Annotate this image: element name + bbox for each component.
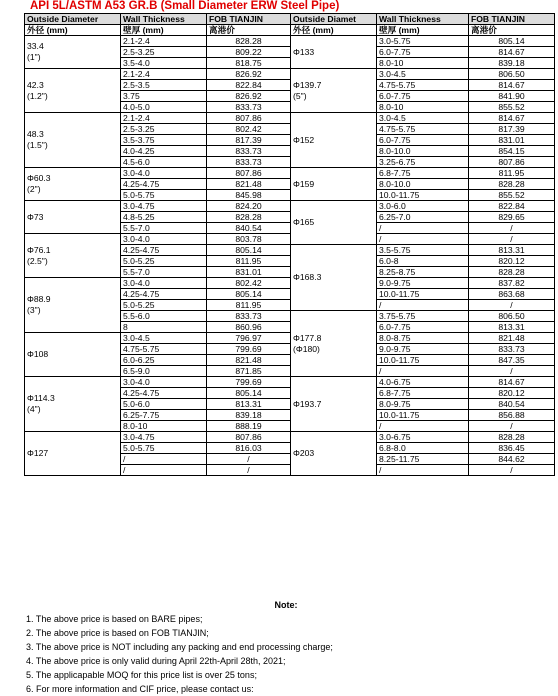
wall-thickness: 4.5-6.0	[121, 157, 207, 168]
wall-thickness: 8.25-11.75	[377, 454, 469, 465]
wall-thickness: 4.75-5.75	[377, 80, 469, 91]
outside-diameter-cell	[25, 36, 121, 69]
fob-price: 837.82	[469, 278, 555, 289]
outside-diameter-cell	[291, 245, 377, 311]
outside-diameter-cell	[25, 432, 121, 476]
fob-price: 803.78	[207, 234, 291, 245]
wall-thickness: 3.0-4.0	[121, 278, 207, 289]
fob-price: 814.67	[469, 377, 555, 388]
outside-diameter-cell	[291, 36, 377, 69]
outside-diameter: (1.2")	[27, 90, 48, 101]
outside-diameter: Φ127	[27, 448, 49, 458]
fob-price: 826.92	[207, 91, 291, 102]
wall-thickness: 10.0-11.75	[377, 289, 469, 300]
document-title: API 5L/ASTM A53 GR.B (Small Diameter ERW Steel Pipe)	[30, 0, 340, 12]
outside-diameter-cell	[291, 113, 377, 168]
price-table	[24, 13, 555, 476]
wall-thickness: 9.0-9.75	[377, 278, 469, 289]
fob-price: 805.14	[469, 36, 555, 47]
wall-thickness: /	[377, 421, 469, 432]
wall-thickness: /	[377, 300, 469, 311]
wall-thickness: 4.0-4.25	[121, 146, 207, 157]
outside-diameter: Φ165	[293, 217, 315, 227]
wall-thickness: 3.75-5.75	[377, 311, 469, 322]
fob-price: 811.95	[207, 300, 291, 311]
wall-thickness: 6.8-7.75	[377, 388, 469, 399]
column-header-cn: 壁厚 (mm)	[377, 25, 469, 36]
fob-price: 855.52	[469, 190, 555, 201]
wall-thickness: 3.0-4.5	[377, 69, 469, 80]
outside-diameter-cell	[25, 377, 121, 432]
column-header-cn: 外径 (mm)	[291, 25, 377, 36]
wall-thickness: 4.0-5.0	[121, 102, 207, 113]
fob-price: 860.96	[207, 322, 291, 333]
table-row	[25, 234, 555, 245]
wall-thickness: 2.5-3.25	[121, 124, 207, 135]
wall-thickness: 3.75	[121, 91, 207, 102]
outside-diameter-cell	[291, 201, 377, 245]
outside-diameter: (1")	[27, 52, 41, 62]
outside-diameter: Φ88.9	[27, 294, 51, 304]
wall-thickness: 6.0-7.75	[377, 135, 469, 146]
fob-price: 833.73	[469, 344, 555, 355]
fob-price: 833.73	[207, 157, 291, 168]
wall-thickness: 4.75-5.75	[121, 344, 207, 355]
fob-price: 817.39	[207, 135, 291, 146]
column-header: Outside Diamet	[291, 14, 377, 25]
fob-price: /	[469, 421, 555, 432]
wall-thickness: 5.0-6.0	[121, 399, 207, 410]
fob-price: 824.20	[207, 201, 291, 212]
wall-thickness: 3.5-4.0	[121, 58, 207, 69]
fob-price: 796.97	[207, 333, 291, 344]
notes-section	[26, 598, 546, 696]
fob-price: 829.65	[469, 212, 555, 223]
table-row	[25, 113, 555, 124]
fob-price: 814.67	[469, 47, 555, 58]
column-header: Outside Diameter	[25, 14, 121, 25]
wall-thickness: 5.5-7.0	[121, 267, 207, 278]
fob-price: 802.42	[207, 124, 291, 135]
wall-thickness: 10.0-11.75	[377, 410, 469, 421]
wall-thickness: 10.0-11.75	[377, 190, 469, 201]
fob-price: 831.01	[207, 267, 291, 278]
fob-price: 814.67	[469, 113, 555, 124]
wall-thickness: 2.1-2.4	[121, 36, 207, 47]
fob-price: 828.28	[207, 212, 291, 223]
wall-thickness: 8.0-10	[377, 102, 469, 113]
fob-price: 833.73	[207, 311, 291, 322]
wall-thickness: /	[377, 465, 469, 476]
outside-diameter-cell	[291, 69, 377, 113]
fob-price: 845.98	[207, 190, 291, 201]
column-header-cn: 离港价	[207, 25, 291, 36]
outside-diameter: 42.3	[27, 79, 44, 90]
fob-price: 839.18	[207, 410, 291, 421]
fob-price: 863.68	[469, 289, 555, 300]
outside-diameter-cell	[291, 377, 377, 432]
wall-thickness: 8.25-8.75	[377, 267, 469, 278]
wall-thickness: 6.25-7.0	[377, 212, 469, 223]
column-header: FOB TIANJIN	[469, 14, 555, 25]
wall-thickness: 6.25-7.75	[121, 410, 207, 421]
header-row-cn	[25, 25, 555, 36]
fob-price: 847.35	[469, 355, 555, 366]
fob-price: 854.15	[469, 146, 555, 157]
outside-diameter: (2.5")	[27, 255, 48, 266]
wall-thickness: 3.0-4.75	[121, 432, 207, 443]
note-item: 3. The above price is NOT including any packing and end processing charge;	[26, 642, 333, 652]
outside-diameter: (4")	[27, 404, 41, 414]
fob-price: 856.88	[469, 410, 555, 421]
fob-price: 816.03	[207, 443, 291, 454]
wall-thickness: 5.0-5.75	[121, 190, 207, 201]
wall-thickness: 8.0-9.75	[377, 399, 469, 410]
table-row	[25, 432, 555, 443]
fob-price: /	[207, 454, 291, 465]
table-row	[25, 333, 555, 344]
wall-thickness: 3.0-4.75	[121, 201, 207, 212]
wall-thickness: /	[121, 465, 207, 476]
outside-diameter-cell	[291, 168, 377, 201]
wall-thickness: 2.5-3.25	[121, 47, 207, 58]
fob-price: /	[469, 465, 555, 476]
table-row	[25, 377, 555, 388]
wall-thickness: 4.25-4.75	[121, 179, 207, 190]
outside-diameter-cell	[291, 432, 377, 476]
fob-price: 831.01	[469, 135, 555, 146]
fob-price: 813.31	[207, 399, 291, 410]
fob-price: 822.84	[207, 80, 291, 91]
fob-price: 807.86	[207, 113, 291, 124]
wall-thickness: 3.0-6.0	[377, 201, 469, 212]
wall-thickness: 10.0-11.75	[377, 355, 469, 366]
outside-diameter: 48.3	[27, 129, 44, 139]
wall-thickness: 3.0-4.5	[377, 113, 469, 124]
fob-price: /	[207, 465, 291, 476]
wall-thickness: 8.0-10.0	[377, 179, 469, 190]
wall-thickness: 6.0-7.75	[377, 322, 469, 333]
fob-price: 802.42	[207, 278, 291, 289]
fob-price: 820.12	[469, 256, 555, 267]
outside-diameter: Φ203	[293, 448, 315, 458]
wall-thickness: /	[121, 454, 207, 465]
fob-price: 826.92	[207, 69, 291, 80]
wall-thickness: 6.0-7.75	[377, 47, 469, 58]
wall-thickness: 9.0-9.75	[377, 344, 469, 355]
fob-price: /	[469, 234, 555, 245]
column-header: Wall Thickness	[377, 14, 469, 25]
outside-diameter: (Φ180)	[293, 343, 320, 354]
notes-title: Note:	[274, 600, 298, 610]
wall-thickness: 3.5-5.75	[377, 245, 469, 256]
fob-price: 828.28	[469, 432, 555, 443]
fob-price: 806.50	[469, 311, 555, 322]
wall-thickness: 4.8-5.25	[121, 212, 207, 223]
fob-price: 818.75	[207, 58, 291, 69]
fob-price: 840.54	[469, 399, 555, 410]
outside-diameter: Φ114.3	[27, 393, 55, 403]
outside-diameter-cell	[25, 69, 121, 113]
wall-thickness: 3.0-6.75	[377, 432, 469, 443]
fob-price: 799.69	[207, 344, 291, 355]
wall-thickness: 3.0-4.0	[121, 168, 207, 179]
wall-thickness: 5.0-5.75	[121, 443, 207, 454]
wall-thickness: 5.0-5.25	[121, 256, 207, 267]
column-header: Wall Thickness	[121, 14, 207, 25]
outside-diameter: (3")	[27, 305, 41, 315]
wall-thickness: 5.5-7.0	[121, 223, 207, 234]
fob-price: 799.69	[207, 377, 291, 388]
wall-thickness: 3.0-4.0	[121, 377, 207, 388]
outside-diameter-cell	[291, 311, 377, 377]
fob-price: 821.48	[469, 333, 555, 344]
note-item: 5. The applicapable MOQ for this price list is over 25 tons;	[26, 670, 257, 680]
fob-price: 833.73	[207, 146, 291, 157]
note-item: 4. The above price is only valid during April 22th-April 28th, 2021;	[26, 656, 286, 666]
fob-price: 828.28	[469, 267, 555, 278]
fob-price: 828.28	[207, 36, 291, 47]
fob-price: 836.45	[469, 443, 555, 454]
outside-diameter-cell	[25, 201, 121, 234]
outside-diameter: Φ159	[293, 178, 315, 189]
column-header: FOB TIANJIN	[207, 14, 291, 25]
column-header-cn: 外径 (mm)	[25, 25, 121, 36]
fob-price: /	[469, 223, 555, 234]
note-item: 6. For more information and CIF price, please contact us:	[26, 684, 254, 694]
outside-diameter-cell	[25, 278, 121, 333]
wall-thickness: 4.75-5.75	[377, 124, 469, 135]
outside-diameter: Φ139.7	[293, 79, 322, 90]
wall-thickness: 4.25-4.75	[121, 245, 207, 256]
fob-price: 817.39	[469, 124, 555, 135]
wall-thickness: 6.5-9.0	[121, 366, 207, 377]
outside-diameter: Φ177.8	[293, 332, 322, 343]
wall-thickness: /	[377, 234, 469, 245]
outside-diameter: Φ133	[293, 46, 315, 57]
outside-diameter: Φ152	[293, 134, 315, 145]
wall-thickness: 2.1-2.4	[121, 113, 207, 124]
wall-thickness: 4.0-6.75	[377, 377, 469, 388]
table-row	[25, 69, 555, 80]
outside-diameter: Φ168.3	[293, 272, 322, 282]
outside-diameter-cell	[25, 113, 121, 168]
wall-thickness: 3.25-6.75	[377, 157, 469, 168]
wall-thickness: /	[377, 223, 469, 234]
fob-price: 844.62	[469, 454, 555, 465]
outside-diameter-cell	[25, 168, 121, 201]
fob-price: 807.86	[207, 432, 291, 443]
wall-thickness: 8.0-8.75	[377, 333, 469, 344]
fob-price: 807.86	[207, 168, 291, 179]
wall-thickness: 3.5-3.75	[121, 135, 207, 146]
wall-thickness: 5.5-6.0	[121, 311, 207, 322]
note-item: 1. The above price is based on BARE pipes;	[26, 614, 203, 624]
column-header-cn: 壁厚 (mm)	[121, 25, 207, 36]
wall-thickness: 2.5-3.5	[121, 80, 207, 91]
wall-thickness: 4.25-4.75	[121, 388, 207, 399]
note-item: 2. The above price is based on FOB TIANJIN;	[26, 628, 209, 638]
fob-price: 871.85	[207, 366, 291, 377]
outside-diameter-cell	[25, 234, 121, 278]
fob-price: 822.84	[469, 201, 555, 212]
outside-diameter: (2")	[27, 184, 41, 194]
fob-price: 820.12	[469, 388, 555, 399]
fob-price: 839.18	[469, 58, 555, 69]
outside-diameter: (1.5")	[27, 140, 48, 150]
fob-price: 805.14	[207, 245, 291, 256]
fob-price: 840.54	[207, 223, 291, 234]
wall-thickness: 6.8-8.0	[377, 443, 469, 454]
wall-thickness: 8.0-10	[121, 421, 207, 432]
fob-price: 806.50	[469, 69, 555, 80]
fob-price: 813.31	[469, 322, 555, 333]
notes-list	[26, 612, 546, 696]
wall-thickness: 3.0-4.5	[121, 333, 207, 344]
outside-diameter: Φ108	[27, 349, 49, 359]
fob-price: 821.48	[207, 355, 291, 366]
outside-diameter: Φ60.3	[27, 173, 51, 183]
wall-thickness: 5.0-5.25	[121, 300, 207, 311]
fob-price: 888.19	[207, 421, 291, 432]
wall-thickness: 6.0-8	[377, 256, 469, 267]
wall-thickness: 3.0-5.75	[377, 36, 469, 47]
fob-price: 841.90	[469, 91, 555, 102]
outside-diameter: Φ76.1	[27, 244, 51, 255]
fob-price: /	[469, 300, 555, 311]
outside-diameter: Φ73	[27, 211, 44, 222]
wall-thickness: 2.1-2.4	[121, 69, 207, 80]
wall-thickness: 8.0-10.0	[377, 146, 469, 157]
fob-price: 814.67	[469, 80, 555, 91]
header-row	[25, 14, 555, 25]
fob-price: 809.22	[207, 47, 291, 58]
wall-thickness: 6.0-7.75	[377, 91, 469, 102]
table-row	[25, 201, 555, 212]
fob-price: 813.31	[469, 245, 555, 256]
wall-thickness: /	[377, 366, 469, 377]
table-row	[25, 36, 555, 47]
fob-price: 811.95	[469, 168, 555, 179]
wall-thickness: 6.0-6.25	[121, 355, 207, 366]
table-row	[25, 278, 555, 289]
column-header-cn: 离港价	[469, 25, 555, 36]
outside-diameter: 33.4	[27, 41, 44, 51]
outside-diameter: (5")	[293, 90, 307, 101]
fob-price: 805.14	[207, 388, 291, 399]
wall-thickness: 8	[121, 322, 207, 333]
fob-price: 821.48	[207, 179, 291, 190]
fob-price: 828.28	[469, 179, 555, 190]
wall-thickness: 4.25-4.75	[121, 289, 207, 300]
wall-thickness: 6.8-7.75	[377, 168, 469, 179]
table-row	[25, 168, 555, 179]
outside-diameter: Φ193.7	[293, 398, 322, 409]
fob-price: 855.52	[469, 102, 555, 113]
wall-thickness: 8.0-10	[377, 58, 469, 69]
fob-price: 811.95	[207, 256, 291, 267]
fob-price: 807.86	[469, 157, 555, 168]
wall-thickness: 3.0-4.0	[121, 234, 207, 245]
outside-diameter-cell	[25, 333, 121, 377]
fob-price: 833.73	[207, 102, 291, 113]
fob-price: 805.14	[207, 289, 291, 300]
fob-price: /	[469, 366, 555, 377]
